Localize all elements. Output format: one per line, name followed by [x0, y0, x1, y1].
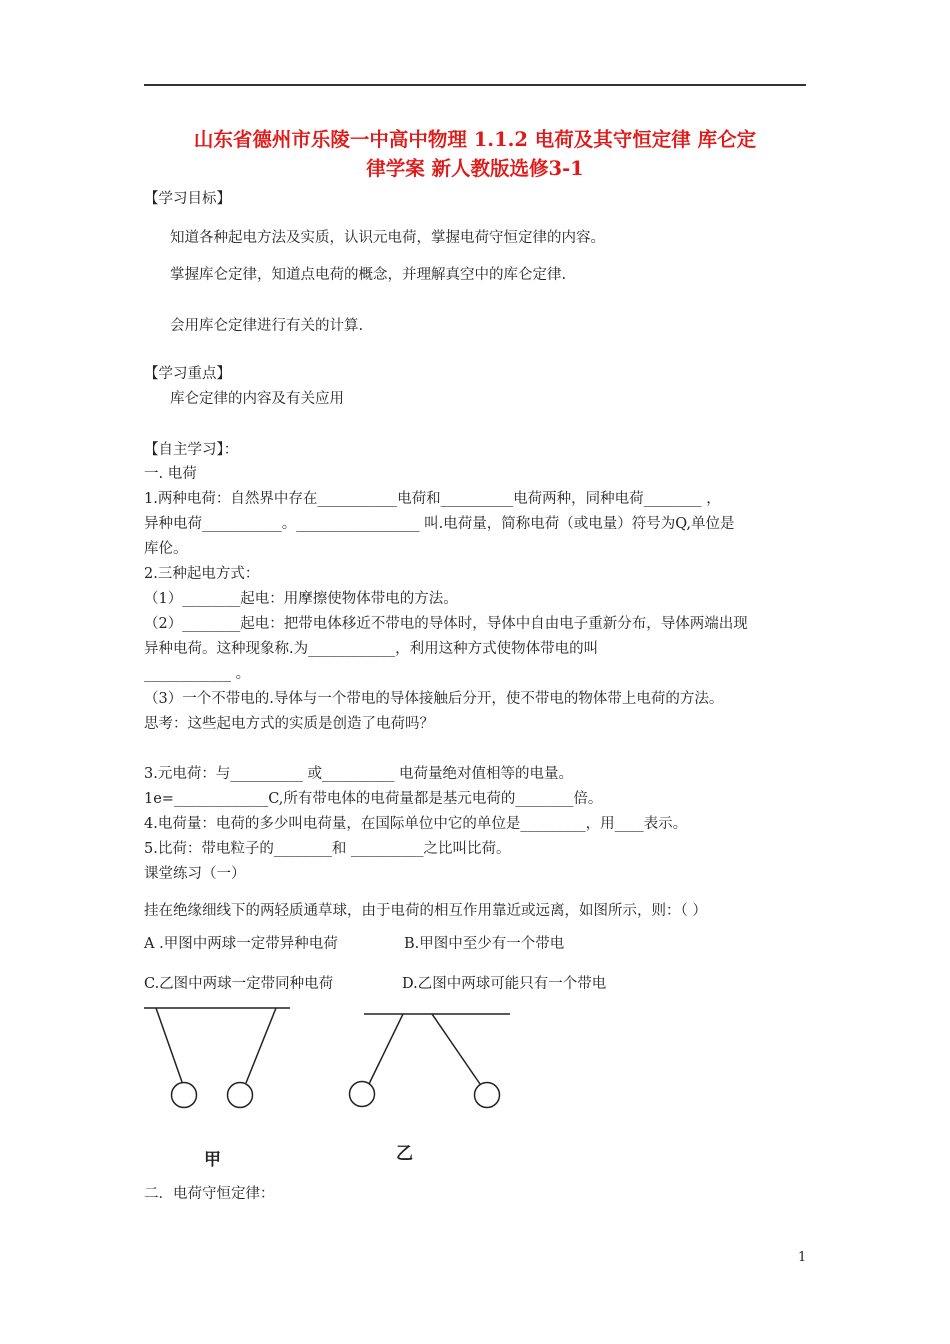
- practice-question: 挂在绝缘细线下的两轻质通草球，由于电荷的相互作用靠近或远离，如图所示，则：（ ）: [144, 903, 707, 919]
- text-line: 5.比荷：带电粒子的________和 __________之比叫比荷。: [144, 841, 511, 857]
- text-line: 异种电荷。这种现象称.为____________，利用这种方式使物体带电的叫: [144, 641, 599, 657]
- document-title-line1: 山东省德州市乐陵一中高中物理 1.1.2 电荷及其守恒定律 库仑定: [193, 128, 757, 151]
- figure-yi: [350, 1014, 511, 1108]
- text-line: （2）________起电：把带电体移近不带电的导体时，导体中自由电子重新分布，导体两端出现: [144, 616, 748, 632]
- section-heading-conservation: 二．电荷守恒定律：: [144, 1186, 275, 1202]
- text-line: 2.三种起电方式：: [144, 566, 260, 582]
- figure-label-yi: 乙: [396, 1144, 413, 1164]
- text-line: 4.电荷量：电荷的多少叫电荷量，在国际单位中它的单位是_________，用____表示。: [144, 816, 688, 832]
- section-heading-charge: 一. 电荷: [144, 466, 197, 482]
- goal-item: 会用库仑定律进行有关的计算.: [170, 318, 364, 334]
- text-line: （3）一个不带电的.导体与一个带电的导体接触后分开，使不带电的物体带上电荷的方法。: [144, 691, 724, 707]
- text-line: 1.两种电荷：自然界中存在___________电荷和__________电荷两种，同种电荷________ ，: [144, 491, 721, 507]
- option-a: A .甲图中两球一定带异种电荷: [144, 936, 338, 952]
- text-line: （1）________起电：用摩擦使物体带电的方法。: [144, 591, 458, 607]
- practice-heading: 课堂练习（一）: [144, 866, 246, 882]
- thread: [432, 1014, 480, 1084]
- text-line: 库伦。: [144, 541, 188, 557]
- goals-heading: 【学习目标】: [144, 191, 231, 207]
- text-line: 3.元电荷：与__________ 或__________ 电荷量绝对值相等的电量。: [144, 766, 574, 782]
- option-c: C.乙图中两球一定带同种电荷: [144, 976, 334, 992]
- pith-ball: [228, 1083, 253, 1108]
- pith-ball: [475, 1083, 500, 1108]
- figure-label-jia: 甲: [204, 1150, 221, 1170]
- pith-ball: [350, 1082, 375, 1107]
- text-line: 异种电荷___________。_________________ 叫.电荷量，简称电荷（或电量）符号为Q,单位是: [144, 516, 735, 532]
- text-line: 1e=_____________C,所有带电体的电荷量都是基元电荷的________倍。: [144, 791, 603, 807]
- document-title-line2: 律学案 新人教版选修3-1: [366, 157, 584, 180]
- goal-item: 掌握库仑定律，知道点电荷的概念，并理解真空中的库仑定律.: [170, 267, 567, 283]
- figure-jia: [144, 1008, 290, 1108]
- thread: [156, 1008, 182, 1082]
- thread: [246, 1008, 276, 1083]
- text-line: ____________ 。: [144, 666, 251, 682]
- goal-item: 知道各种起电方法及实质，认识元电荷，掌握电荷守恒定律的内容。: [170, 230, 605, 246]
- pith-ball: [172, 1083, 197, 1108]
- focus-heading: 【学习重点】: [144, 366, 231, 382]
- thread: [369, 1014, 403, 1084]
- focus-text: 库仑定律的内容及有关应用: [170, 391, 344, 407]
- option-d: D.乙图中两球可能只有一个带电: [402, 976, 607, 992]
- self-study-heading: 【自主学习】：: [144, 442, 239, 458]
- text-line: 思考：这些起电方式的实质是创造了电荷吗？: [144, 716, 434, 732]
- option-b: B.甲图中至少有一个带电: [404, 936, 565, 952]
- page-number: 1: [798, 1250, 807, 1265]
